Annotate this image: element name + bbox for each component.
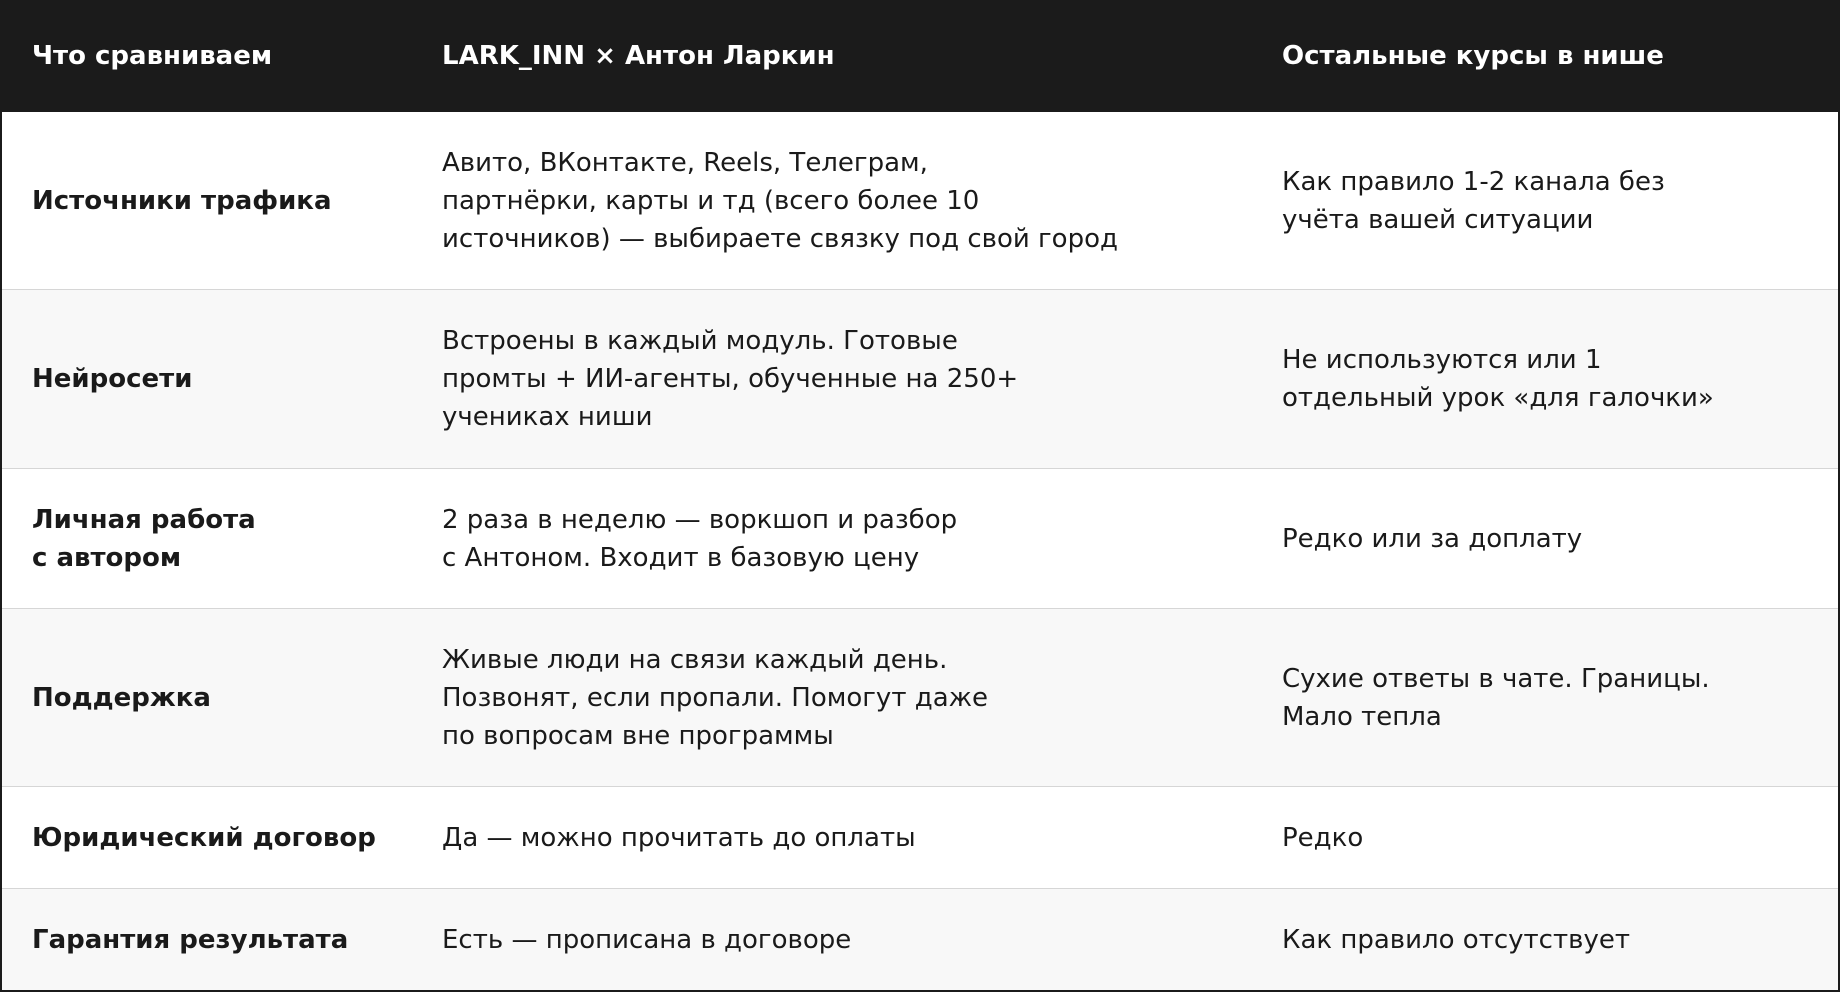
row-others: Редко <box>1282 822 1364 853</box>
row-ours: Авито, ВКонтакте, Reels, Телеграм, партнёрки, карты и тд (всего более 10 источников) — выбираете связку под свой город <box>442 147 1118 254</box>
table-header <box>2 0 1838 112</box>
row-others: Сухие ответы в чате. Границы. Мало тепла <box>1282 663 1710 732</box>
row-others: Не используются или 1 отдельный урок «для галочки» <box>1282 345 1714 413</box>
row-ours: 2 раза в неделю — воркшоп и разбор с Антоном. Входит в базовую цену <box>442 504 958 573</box>
row-others: Редко или за доплату <box>1282 523 1583 554</box>
row-ours: Живые люди на связи каждый день. Позвонят, если пропали. Помогут даже по вопросам вне программы <box>442 644 989 751</box>
row-ours: Есть — прописана в договоре <box>442 924 852 955</box>
header-others: Остальные курсы в нише <box>1282 41 1664 71</box>
header-lark-inn: LARK_INN × Антон Ларкин <box>442 41 835 71</box>
table-row <box>2 608 1838 786</box>
header-compare: Что сравниваем <box>32 41 273 71</box>
row-label: Юридический договор <box>32 822 376 853</box>
table-row <box>2 112 1838 289</box>
table-row <box>2 289 1838 468</box>
table-row <box>2 888 1838 990</box>
row-label: Гарантия результата <box>32 924 349 955</box>
row-label: Нейросети <box>32 364 193 394</box>
row-label: Личная работа с автором <box>32 504 256 573</box>
row-others: Как правило отсутствует <box>1282 924 1630 955</box>
table-row <box>2 468 1838 608</box>
row-others: Как правило 1-2 канала без учёта вашей ситуации <box>1282 166 1665 235</box>
row-ours: Да — можно прочитать до оплаты <box>442 822 916 853</box>
table-row <box>2 786 1838 888</box>
row-label: Источники трафика <box>32 185 332 216</box>
row-ours: Встроены в каждый модуль. Готовые промты + ИИ-агенты, обученные на 250+ учениках ниши <box>442 326 1019 432</box>
row-label: Поддержка <box>32 682 211 713</box>
